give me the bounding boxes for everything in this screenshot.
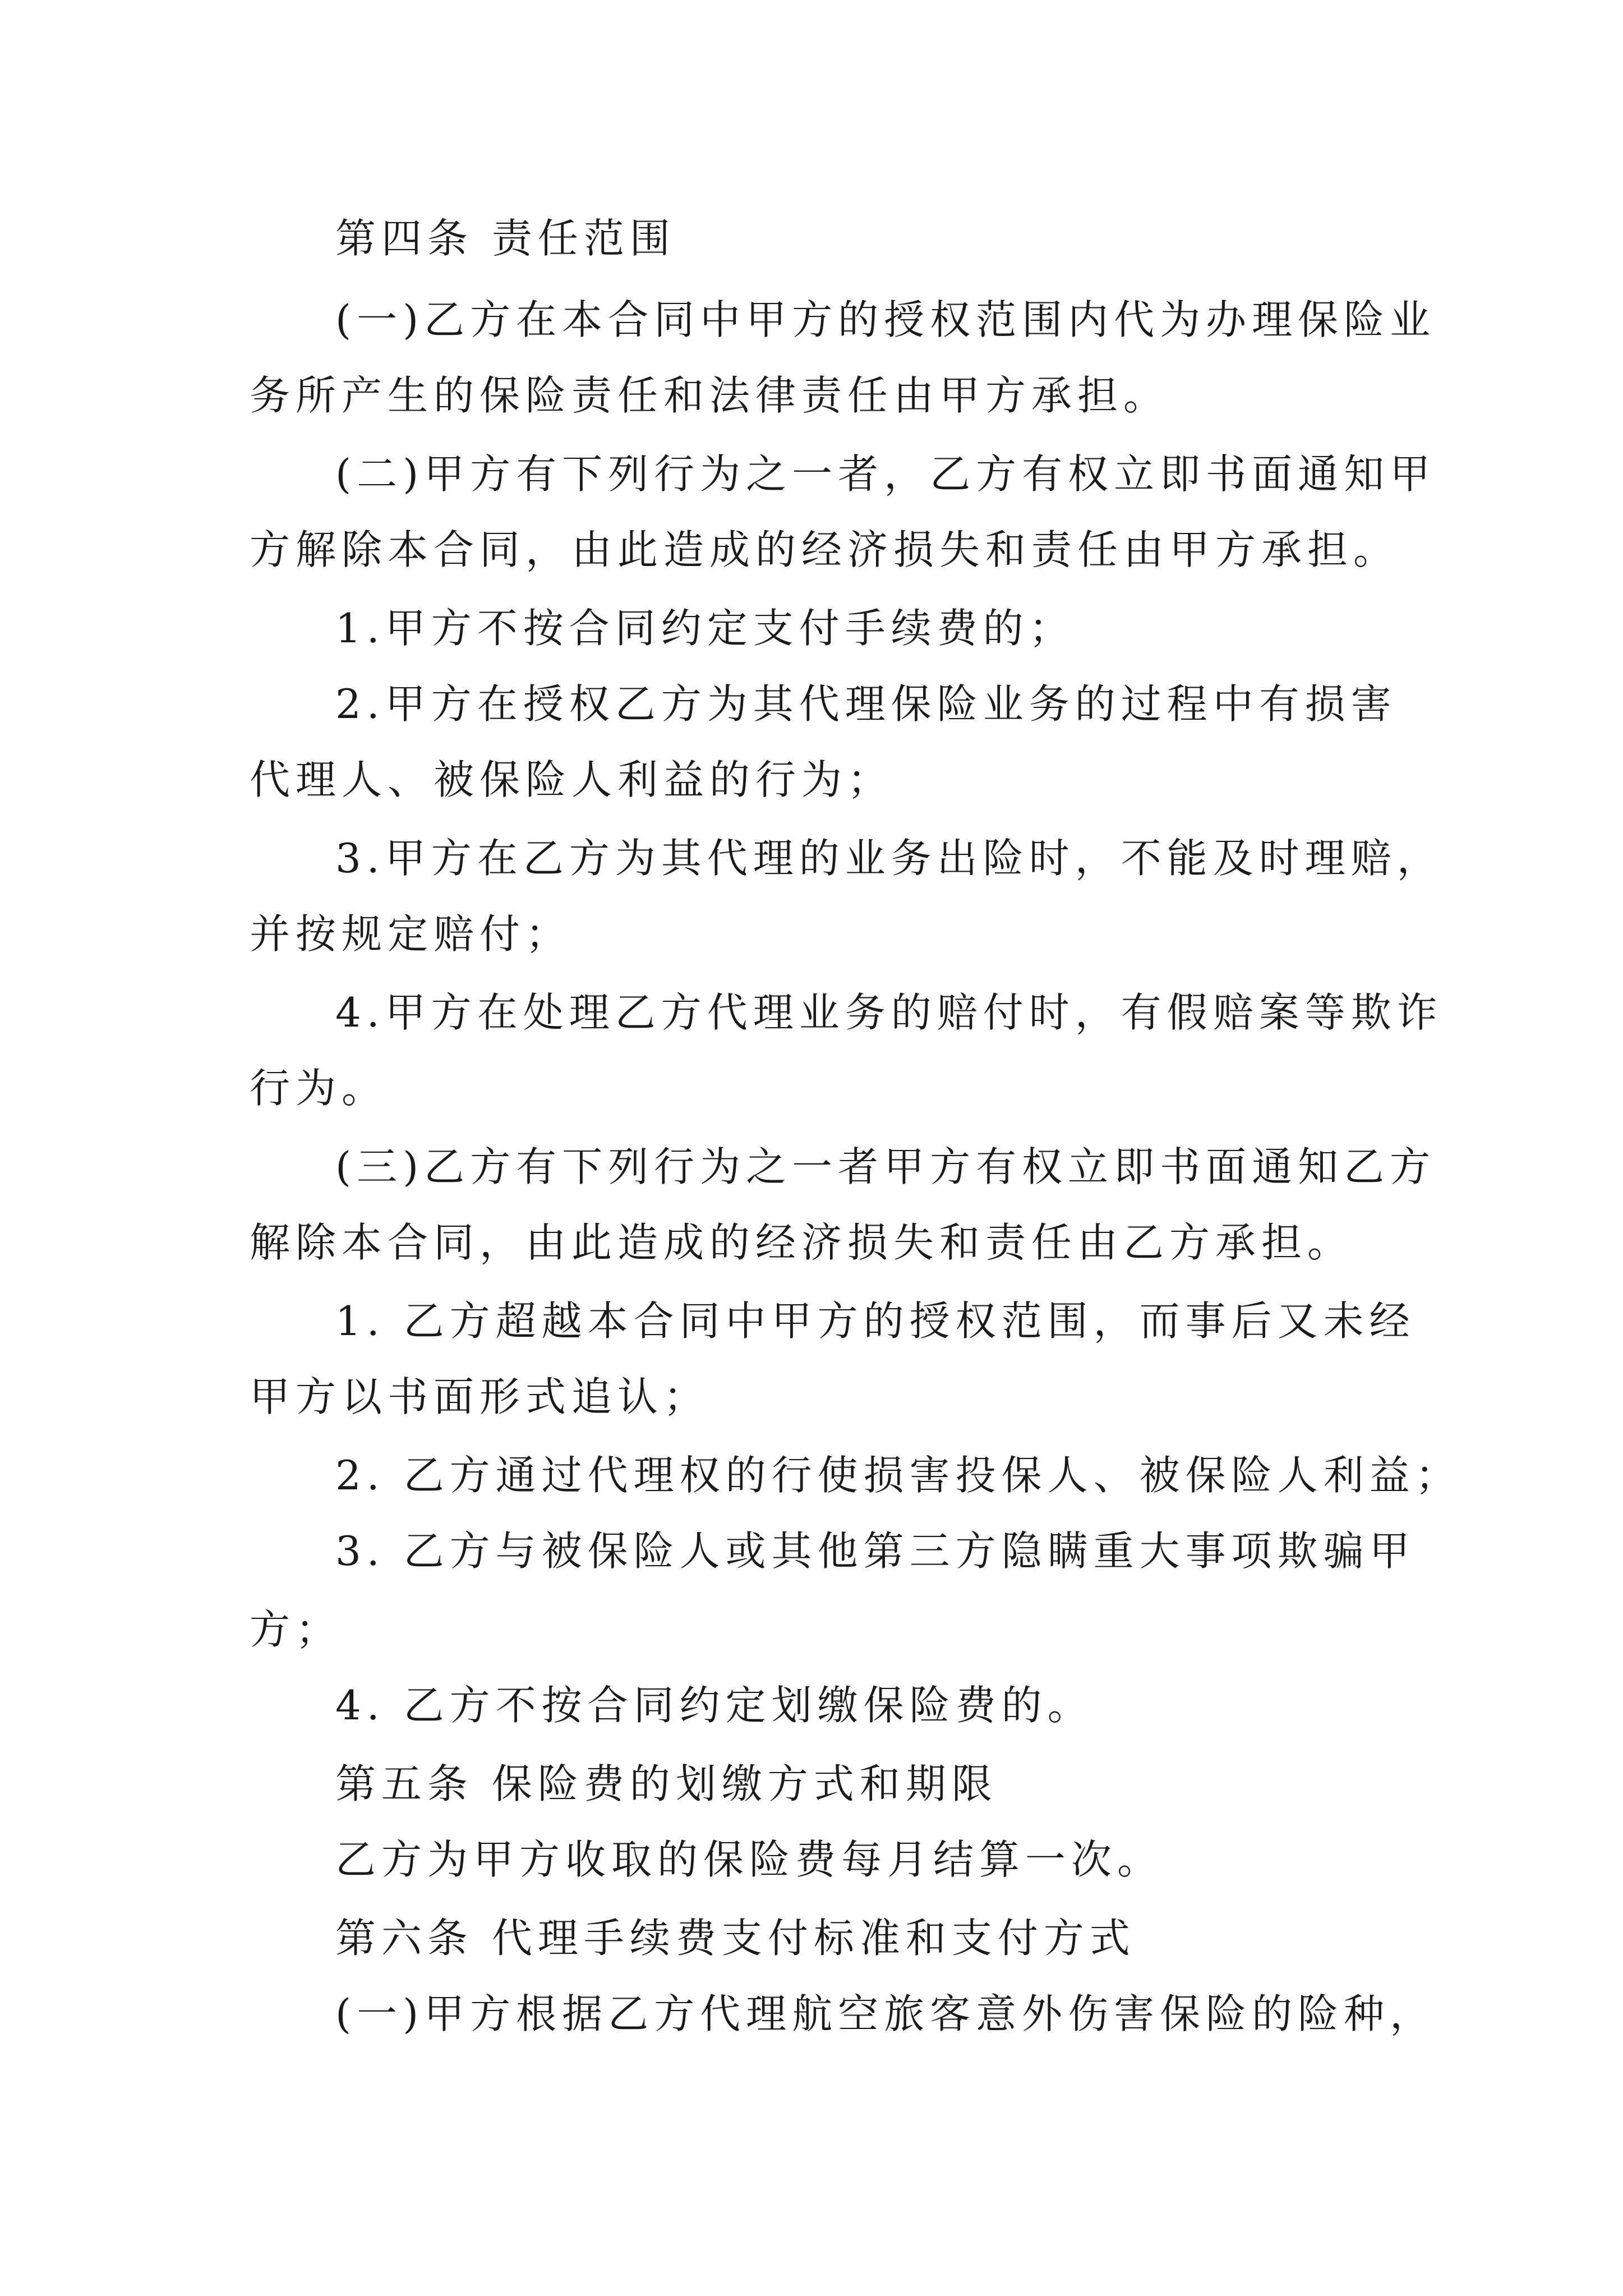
list-item-line: 行为。 [250,1065,388,1112]
paragraph-line: (一)乙方在本合同中甲方的授权范围内代为办理保险业 [335,296,1436,343]
list-item-line: 方； [250,1606,342,1653]
article-5-heading: 第五条 保险费的划缴方式和期限 [335,1760,998,1807]
list-item-line: 2. 乙方通过代理权的行使损害投保人、被保险人利益； [335,1452,1461,1499]
article-4-heading: 第四条 责任范围 [335,215,676,262]
list-item-line: 4. 乙方不按合同约定划缴保险费的。 [335,1682,1094,1729]
list-item-line: 4.甲方在处理乙方代理业务的赔付时，有假赔案等欺诈 [335,989,1443,1036]
list-item-line: 并按规定赔付； [250,910,572,958]
list-item-line: 甲方以书面形式追认； [250,1373,710,1420]
list-item-line: 2.甲方在授权乙方为其代理保险业务的过程中有损害 [335,680,1397,728]
paragraph-line: 乙方为甲方收取的保险费每月结算一次。 [335,1836,1164,1883]
paragraph-line: 务所产生的保险责任和法律责任由甲方承担。 [250,372,1170,419]
article-6-heading: 第六条 代理手续费支付标准和支付方式 [335,1915,1136,1962]
list-item-line: 3.甲方在乙方为其代理的业务出险时，不能及时理赔， [335,835,1443,882]
list-item-line: 代理人、被保险人利益的行为； [250,756,894,803]
paragraph-line: (一)甲方根据乙方代理航空旅客意外伤害保险的险种， [335,1990,1436,2037]
paragraph-line: 解除本合同，由此造成的经济损失和责任由乙方承担。 [250,1219,1354,1266]
list-item-line: 1.甲方不按合同约定支付手续费的； [335,605,1075,652]
paragraph-line: (三)乙方有下列行为之一者甲方有权立即书面通知乙方 [335,1143,1436,1190]
list-item-line: 1. 乙方超越本合同中甲方的授权范围，而事后又未经 [335,1297,1415,1345]
paragraph-line: (二)甲方有下列行为之一者，乙方有权立即书面通知甲 [335,450,1436,498]
paragraph-line: 方解除本合同，由此造成的经济损失和责任由甲方承担。 [250,526,1400,573]
list-item-line: 3. 乙方与被保险人或其他第三方隐瞒重大事项欺骗甲 [335,1527,1415,1575]
